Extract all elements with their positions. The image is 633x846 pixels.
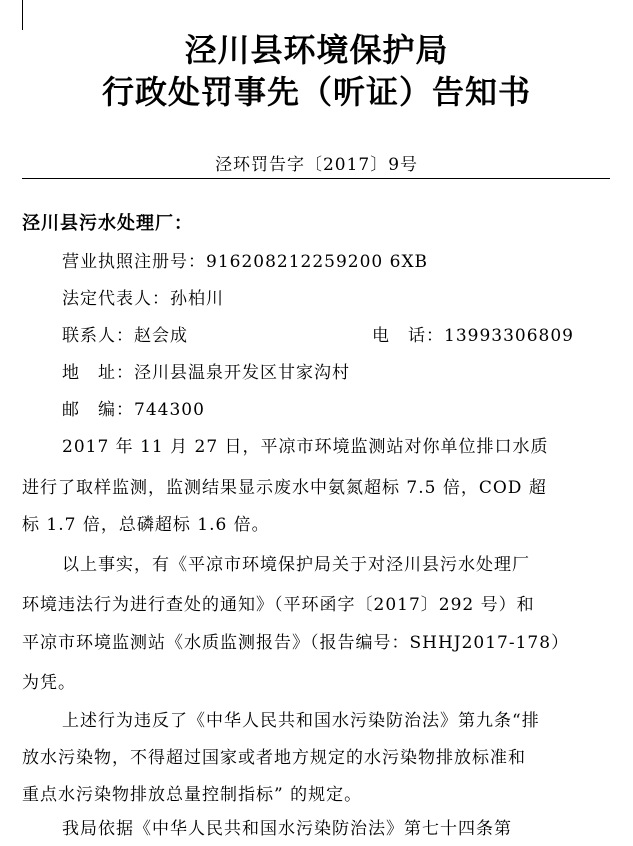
postcode-line: 邮 编：744300 [62, 400, 205, 420]
license-number-line: 营业执照注册号：916208212259200 6XB [62, 252, 429, 272]
address-line: 地 址：泾川县温泉开发区甘家沟村 [62, 363, 350, 383]
text-cursor [22, 0, 23, 30]
document-title-agency: 泾川县环境保护局 [184, 31, 449, 69]
paragraph-evidence-line: 以上事实，有《平凉市环境保护局关于对泾川县污水处理厂 [62, 555, 530, 575]
phone-number: 电 话：13993306809 [372, 326, 574, 346]
header-divider [22, 178, 610, 179]
document-title-notice: 行政处罚事先（听证）告知书 [101, 73, 531, 111]
contact-line [62, 323, 574, 349]
paragraph-facts-line: 进行了取样监测，监测结果显示废水中氨氮超标 7.5 倍，COD 超 [22, 478, 547, 498]
paragraph-evidence-line: 平凉市环境监测站《水质监测报告》（报告编号：SHHJ2017-178） [22, 633, 570, 653]
paragraph-basis-line: 我局依据《中华人民共和国水污染防治法》第七十四条第 [62, 819, 512, 839]
document-number: 泾环罚告字〔2017〕9号 [214, 155, 419, 175]
paragraph-evidence-line: 环境违法行为进行查处的通知》（平环函字〔2017〕292 号）和 [22, 595, 535, 615]
paragraph-violation-line: 放水污染物，不得超过国家或者地方规定的水污染物排放标准和 [22, 748, 526, 768]
legal-representative-line: 法定代表人：孙柏川 [62, 289, 224, 309]
paragraph-facts-line: 标 1.7 倍，总磷超标 1.6 倍。 [22, 515, 270, 535]
paragraph-violation-line: 上述行为违反了《中华人民共和国水污染防治法》第九条“排 [62, 711, 540, 731]
paragraph-violation-line: 重点水污染物排放总量控制指标” 的规定。 [22, 785, 363, 805]
addressee: 泾川县污水处理厂： [22, 213, 193, 234]
contact-person: 联系人：赵会成 [62, 326, 188, 346]
paragraph-facts-line: 2017 年 11 月 27 日，平凉市环境监测站对你单位排口水质 [62, 437, 549, 457]
paragraph-evidence-line: 为凭。 [22, 673, 76, 693]
